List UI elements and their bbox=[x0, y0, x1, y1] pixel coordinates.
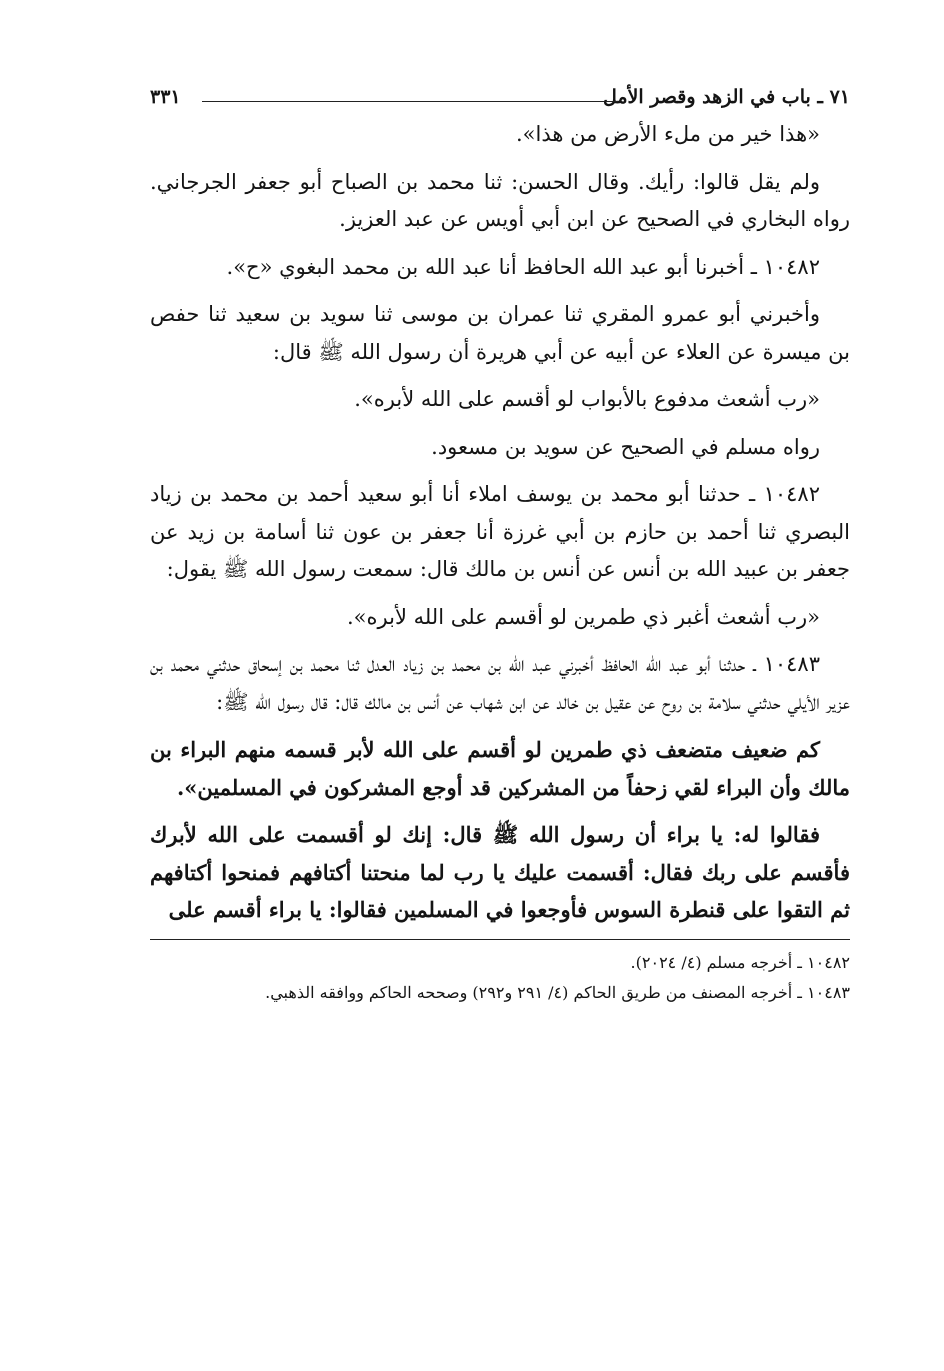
footnote: ١٠٤٨٢ ـ أخرجه مسلم (٤/ ٢٠٢٤). bbox=[630, 952, 850, 972]
paragraph: «رب أشعث مدفوع بالأبواب لو أقسم على الله لأبره». bbox=[354, 387, 820, 411]
body-text bbox=[150, 116, 850, 929]
paragraph: رواه مسلم في الصحيح عن سويد بن مسعود. bbox=[431, 434, 820, 459]
paragraph: ١٠٤٨٣ ـ حدثنا أبو عبد الله الحافظ أخبرني عبد الله بن محمد بن زياد العدل ثنا محمد بن إسحاق حدثني محمد بن عزير الأيلي حدثني سلامة بن روح عن عقيل بن خالد عن ابن شهاب عن أنس بن مالك قال: قال رسول الله ﷺ: bbox=[150, 652, 850, 714]
header-rule bbox=[202, 101, 618, 102]
paragraph: وأخبرني أبو عمرو المقري ثنا عمران بن موسى ثنا سويد بن سعيد ثنا حفص بن ميسرة عن العلاء عن أبيه عن أبي هريرة أن رسول الله ﷺ قال: bbox=[150, 302, 850, 364]
paragraph: كم ضعيف متضعف ذي طمرين لو أقسم على الله لأبر قسمه منهم البراء بن مالك وأن البراء لقي زحفاً من المشركين قد أوجع المشركون في المسلمين». bbox=[150, 737, 850, 800]
paragraph: ١٠٤٨٢ ـ حدثنا أبو محمد بن يوسف املاء أنا أبو سعيد أحمد بن محمد بن زياد البصري ثنا أحمد بن حازم بن أبي غرزة أنا جعفر بن عون ثنا أسامة بن زيد عن جعفر بن عبيد الله بن أنس عن أنس بن مالك قال: سمعت رسول الله ﷺ يقول: bbox=[150, 482, 850, 581]
page-header bbox=[150, 80, 850, 116]
paragraph: فقالوا له: يا براء أن رسول الله ﷺ قال: إنك لو أقسمت على الله لأبرك فأقسم على ربك فقال: أقسمت عليك يا رب لما منحتنا أكتافهم فمنحوا أكتافهم ثم التقوا على قنطرة السوس فأوجعوا في المسلمين فقالوا: يا براء أقسم على bbox=[150, 822, 850, 922]
paragraph: «هذا خير من ملء الأرض من هذا». bbox=[515, 122, 820, 146]
book-page bbox=[150, 80, 850, 1008]
chapter-title: ٧١ ـ باب في الزهد وقصر الأمل bbox=[602, 86, 850, 108]
page-number: ٣٣١ bbox=[150, 86, 181, 108]
footnote-divider bbox=[150, 939, 850, 940]
paragraph: ولم يقل قالوا: رأيك. وقال الحسن: ثنا محمد بن الصباح أبو جعفر الجرجاني. رواه البخاري في الصحيح عن ابن أبي أويس عن عبد العزيز. bbox=[150, 169, 850, 231]
paragraph: «رب أشعث أغبر ذي طمرين لو أقسم على الله لأبره». bbox=[346, 604, 820, 629]
paragraph: ١٠٤٨٢ ـ أخبرنا أبو عبد الله الحافظ أنا عبد الله بن محمد البغوي «ح». bbox=[226, 254, 820, 279]
footnote: ١٠٤٨٣ ـ أخرجه المصنف من طريق الحاكم (٤/ ٢٩١ و٢٩٢) وصححه الحاكم ووافقه الذهبي. bbox=[265, 982, 850, 1002]
footnotes bbox=[150, 948, 850, 1008]
